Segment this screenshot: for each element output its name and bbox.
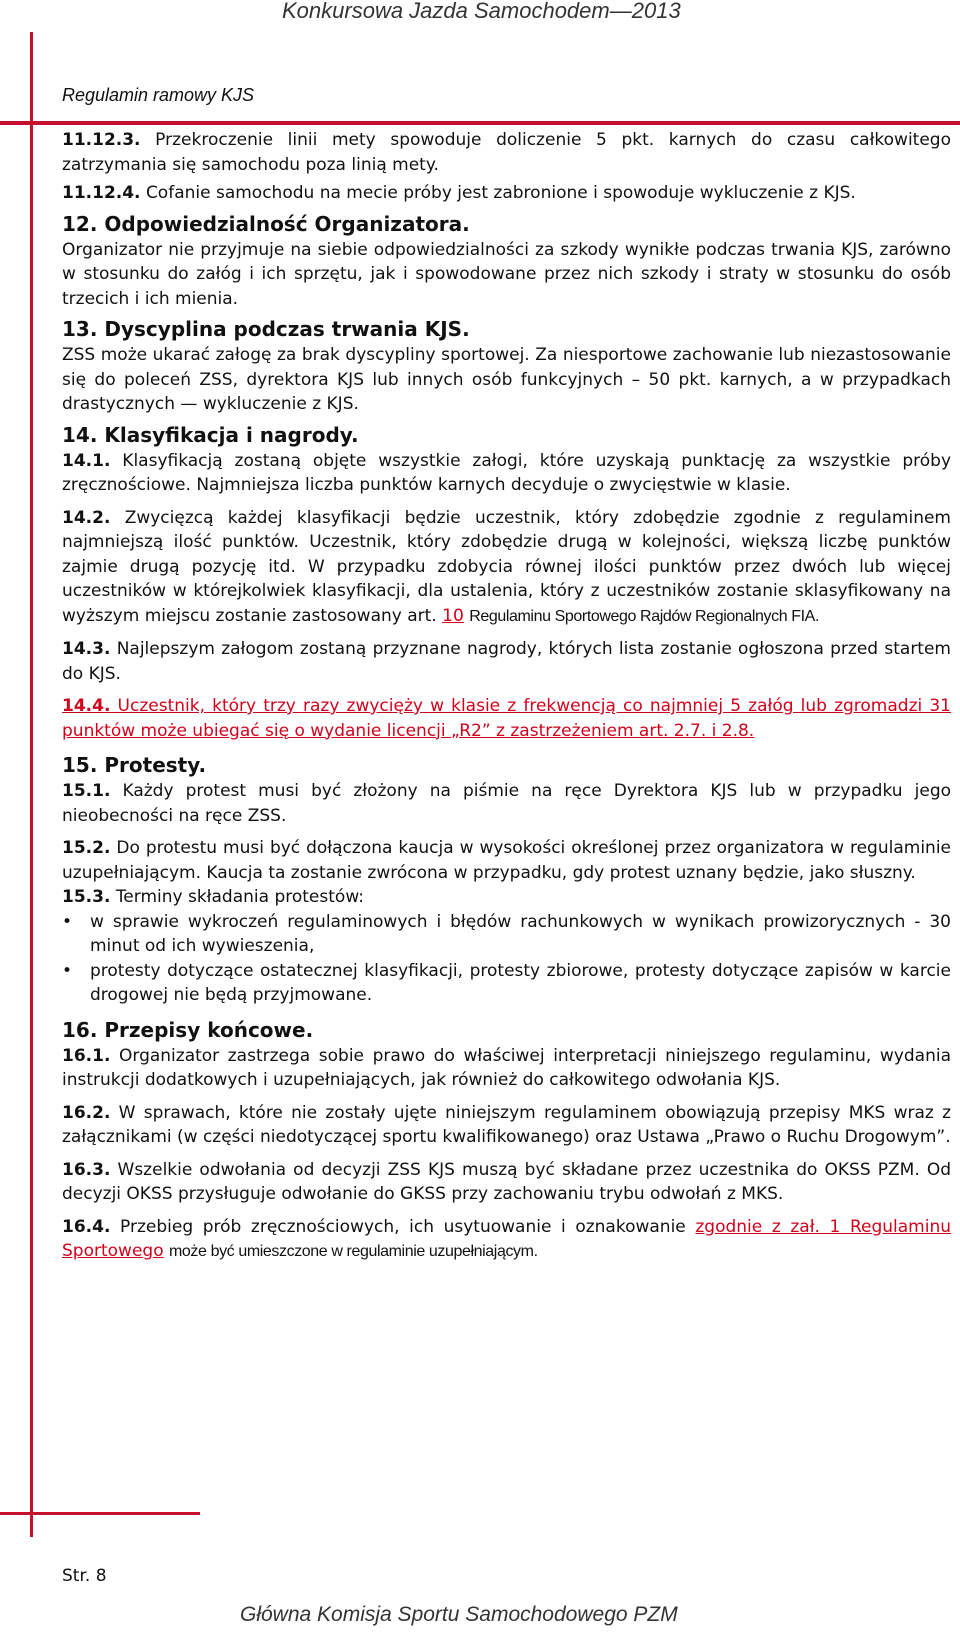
paragraph-text: Organizator zastrzega sobie prawo do właściwej interpretacji niniejszego regulaminu, wydania instrukcji dodatkowych i uzupełniających, jak również do całkowitego odwołania KJS. — [62, 1045, 951, 1090]
paragraph-text: Do protestu musi być dołączona kaucja w wysokości określonej przez organizatora w regulaminie uzupełniającym. Kaucja ta zostanie zwrócona w przypadku, gdy protest uznany będzie, jako słuszny. — [62, 838, 952, 883]
paragraph-16-2 — [62, 1101, 951, 1150]
protest-deadlines-list — [62, 910, 951, 1008]
paragraph-number: 11.12.3. — [62, 130, 141, 150]
paragraph-number: 16.2. — [62, 1102, 111, 1123]
bullet-icon: • — [62, 911, 73, 932]
paragraph-12: Organizator nie przyjmuje na siebie odpowiedzialności za szkody wynikłe podczas trwania KJS, zarówno w stosunku do załóg i ich sprzętu, jak i spowodowane przez nich szkody i straty w stosunku do osób trzecich i ich mienia. — [62, 239, 951, 309]
section-heading-13: 13. Dyscyplina podczas trwania KJS. — [62, 317, 470, 341]
regulation-link[interactable]: zgodnie z zał. 1 Regulaminu Sportowego — [62, 1216, 952, 1261]
footer-title: Główna Komisja Sportu Samochodowego PZM — [240, 1603, 678, 1626]
header-title: Konkursowa Jazda Samochodem—2013 — [282, 0, 681, 23]
paragraph-text: Uczestnik, który trzy razy zwycięży w klasie z frekwencją co najmniej 5 załóg lub zgromadzi 31 punktów może ubiegać się o wydanie licencji „R2” z zastrzeżeniem art. 2.7. i 2.8. — [62, 696, 951, 741]
paragraph-tail: Regulaminu Sportowego Rajdów Regionalnych FIA. — [469, 607, 819, 625]
footer-rule — [0, 1512, 200, 1515]
paragraph-text: Klasyfikacją zostaną objęte wszystkie załogi, które uzyskają punktację za wszystkie próby zręcznościowe. Najmniejsza liczba punktów karnych decyduje o zwycięstwie w klasie. — [62, 450, 952, 495]
paragraph-15-3 — [62, 885, 951, 910]
paragraph-15-2 — [62, 836, 951, 885]
paragraph-number: 14.2. — [62, 507, 111, 528]
paragraph-11-12-3 — [62, 128, 951, 177]
paragraph-number: 15.2. — [62, 838, 111, 858]
paragraph-text: Najlepszym załogom zostaną przyznane nagrody, których lista zostanie ogłoszona przed startem do KJS. — [62, 639, 951, 684]
section-heading-16: 16. Przepisy końcowe. — [62, 1017, 314, 1042]
paragraph-text: Wszelkie odwołania od decyzji ZSS KJS muszą być składane przez uczestnika do OKSS PZM. Od decyzji OKSS przysługuje odwołanie do GKSS przy zachowaniu trybu odwołań z MKS. — [62, 1159, 951, 1204]
section-heading-12: 12. Odpowiedzialność Organizatora. — [62, 211, 470, 236]
paragraph-number: 15.1. — [62, 781, 111, 801]
article-link[interactable]: 10 — [442, 605, 464, 626]
list-item-text: w sprawie wykroczeń regulaminowych i błędów rachunkowych w wynikach prowizorycznych - 30 minut od ich wywieszenia, — [90, 911, 951, 956]
section-heading-15: 15. Protesty. — [62, 753, 207, 777]
paragraph-14-1 — [62, 449, 951, 498]
paragraph-14-3 — [62, 637, 951, 686]
margin-rule-vertical — [30, 32, 33, 1537]
list-item — [62, 910, 951, 959]
paragraph-number: 14.4. — [62, 696, 111, 716]
section-heading-14: 14. Klasyfikacja i nagrody. — [62, 422, 359, 447]
paragraph-11-12-4 — [62, 181, 951, 206]
header-rule — [0, 121, 960, 125]
paragraph-text: Cofanie samochodu na mecie próby jest zabronione i spowoduje wykluczenie z KJS. — [145, 183, 856, 203]
paragraph-text: Przebieg prób zręcznościowych, ich usytuowanie i oznakowanie — [120, 1216, 686, 1237]
paragraph-15-1 — [62, 779, 951, 828]
paragraph-text: Przekroczenie linii mety spowoduje doliczenie 5 pkt. karnych do czasu całkowitego zatrzymania się samochodu poza linią mety. — [62, 130, 951, 175]
paragraph-tail: może być umieszczone w regulaminie uzupełniającym. — [169, 1243, 538, 1260]
paragraph-number: 16.3. — [62, 1159, 111, 1180]
document-body — [62, 128, 951, 1265]
paragraph-number: 11.12.4. — [62, 183, 141, 203]
page-number: Str. 8 — [62, 1566, 107, 1586]
paragraph-text: W sprawach, które nie zostały ujęte niniejszym regulaminem obowiązują przepisy MKS wraz z załącznikami (w części niedotyczącej sportu kwalifikowanego) oraz Ustawa „Prawo o Ruchu Drogowym”. — [62, 1102, 951, 1147]
paragraph-16-4 — [62, 1215, 951, 1265]
paragraph-number: 14.1. — [62, 450, 111, 471]
paragraph-number: 16.4. — [62, 1216, 111, 1237]
list-item — [62, 959, 951, 1008]
bullet-icon: • — [62, 960, 73, 981]
paragraph-number: 14.3. — [62, 639, 111, 659]
paragraph-14-2 — [62, 506, 951, 630]
header-subtitle: Regulamin ramowy KJS — [62, 85, 255, 105]
paragraph-14-4[interactable] — [62, 694, 951, 743]
paragraph-16-1 — [62, 1044, 951, 1093]
paragraph-number: 15.3. — [62, 887, 111, 907]
paragraph-text: Zwycięzcą każdej klasyfikacji będzie uczestnik, który zdobędzie zgodnie z regulaminem najmniejszą ilość punktów. Uczestnik, który zdobędzie drugą w kolejności, większą liczbę punktów zajmie drugą pozycję itd. W przypadku zdobycia równej ilości punktów przez dwóch lub więcej uczestników w którejkolwiek klasyfikacji, dla ustalenia, który z uczestników zostanie sklasyfikowany na wyższym miejscu zostanie zastosowany art. — [62, 507, 951, 626]
paragraph-13: ZSS może ukarać załogę za brak dyscypliny sportowej. Za niesportowe zachowanie lub niezastosowanie się do poleceń ZSS, dyrektora KJS lub innych osób funkcyjnych – 50 pkt. karnych, a w przypadkach drastycznych — wykluczenie z KJS. — [62, 345, 951, 414]
paragraph-number: 16.1. — [62, 1045, 111, 1066]
paragraph-16-3 — [62, 1158, 951, 1207]
list-item-text: protesty dotyczące ostatecznej klasyfikacji, protesty zbiorowe, protesty dotyczące zapisów w karcie drogowej nie będą przyjmowane. — [90, 960, 951, 1005]
paragraph-text: Każdy protest musi być złożony na piśmie na ręce Dyrektora KJS lub w przypadku jego nieobecności na ręce ZSS. — [62, 781, 952, 826]
paragraph-text: Terminy składania protestów: — [115, 887, 365, 907]
